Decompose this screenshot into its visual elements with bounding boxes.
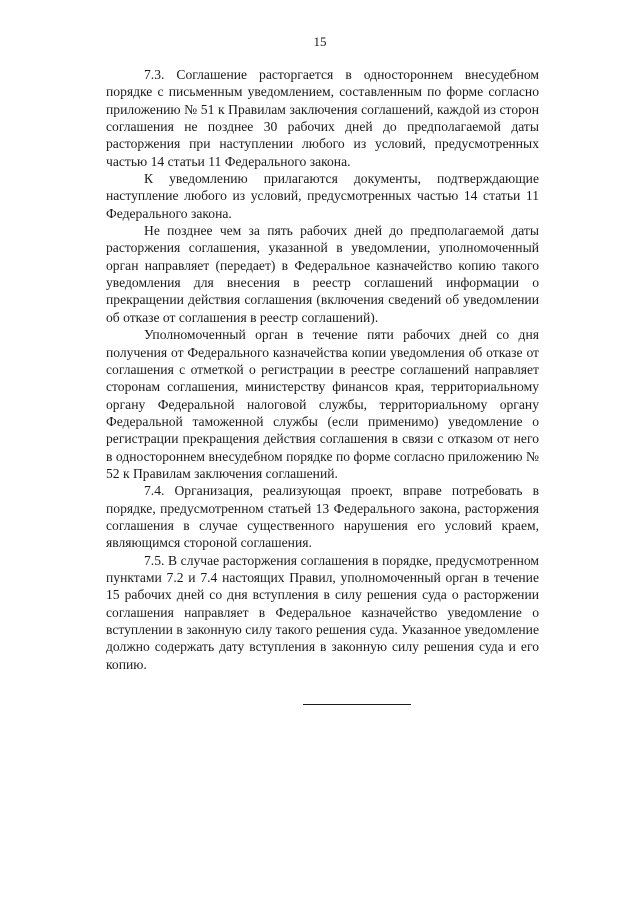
page-number: 15 bbox=[313, 34, 327, 49]
document-body bbox=[106, 66, 539, 673]
paragraph-7-5: 7.5. В случае расторжения соглашения в порядке, предусмотренном пунктами 7.2 и 7.4 настоящих Правил, уполномоченный орган в течение 15 рабочих дней со дня вступления в силу решения суда о расторжении соглашения направляет в Федеральное казначейство уведомление о вступлении в законную силу такого решения суда. Указанное уведомление должно содержать дату вступления в законную силу решения суда и его копию. bbox=[106, 552, 539, 672]
end-separator-line bbox=[303, 704, 411, 705]
paragraph-registration-notice: Уполномоченный орган в течение пяти рабочих дней со дня получения от Федерального казначейства копии уведомления об отказе от соглашения с отметкой о регистрации в реестре соглашений направляет сторонам соглашения, министерству финансов края, территориальному органу Федеральной налоговой службы, территориальному органу Федеральной таможенной службы (если применимо) уведомление о регистрации прекращения действия соглашения в связи с отказом от него в одностороннем внесудебном порядке по форме согласно приложению № 52 к Правилам заключения соглашений. bbox=[106, 327, 539, 481]
paragraph-7-4: 7.4. Организация, реализующая проект, вправе потребовать в порядке, предусмотренном статьей 13 Федерального закона, расторжения соглашения в случае существенного нарушения его условий краем, являющимся стороной соглашения. bbox=[106, 483, 539, 551]
paragraph-treasury-notice: Не позднее чем за пять рабочих дней до предполагаемой даты расторжения соглашения, указанной в уведомлении, уполномоченный орган направляет (передает) в Федеральное казначейство копию такого уведомления для внесения в реестр соглашений информации о прекращении действия соглашения (включения сведений об уведомлении об отказе от соглашения в реестр соглашений). bbox=[106, 223, 539, 325]
paragraph-attachments: К уведомлению прилагаются документы, подтверждающие наступление любого из условий, предусмотренных частью 14 статьи 11 Федерального закона. bbox=[106, 171, 539, 221]
paragraph-7-3: 7.3. Соглашение расторгается в одностороннем внесудебном порядке с письменным уведомлением, составленным по форме согласно приложению № 51 к Правилам заключения соглашений, каждой из сторон соглашения не позднее 30 рабочих дней до предполагаемой даты расторжения при наступлении любого из условий, предусмотренных частью 14 статьи 11 Федерального закона. bbox=[106, 67, 539, 169]
